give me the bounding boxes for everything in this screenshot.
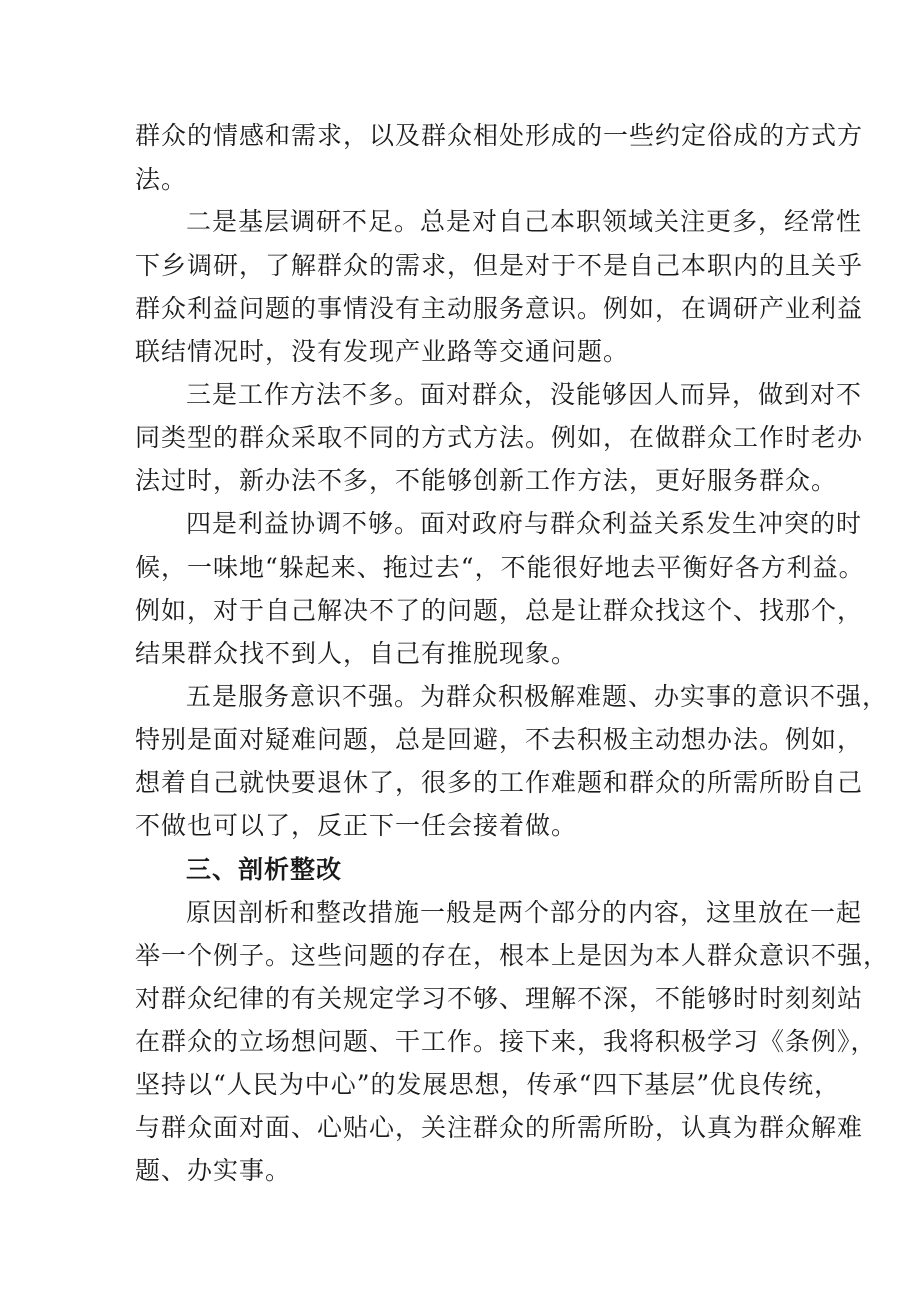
text-line: 联结情况时，没有发现产业路等交通问题。 <box>135 337 630 366</box>
text-line: 候，一味地“躲起来、拖过去“，不能很好地去平衡好各方利益。 <box>135 553 865 582</box>
text-line: 在群众的立场想问题、干工作。接下来，我将积极学习《条例》， <box>135 1027 877 1056</box>
text-line: 结果群众找不到人，自己有推脱现象。 <box>135 639 578 668</box>
text-line: 与群众面对面、心贴心，关注群众的所需所盼，认真为群众解难 <box>135 1113 864 1142</box>
text-line: 群众的情感和需求，以及群众相处形成的一些约定俗成的方式方 <box>135 121 864 150</box>
text-line: 举一个例子。这些问题的存在，根本上是因为本人群众意识不强， <box>135 941 890 970</box>
text-line: 同类型的群众采取不同的方式方法。例如，在做群众工作时老办 <box>135 423 864 452</box>
paragraph-start-line: 四是利益协调不够。面对政府与群众利益关系发生冲突的时 <box>186 509 863 538</box>
text-line: 对群众纪律的有关规定学习不够、理解不深，不能够时时刻刻站 <box>135 984 864 1013</box>
text-line: 群众利益问题的事情没有主动服务意识。例如，在调研产业利益 <box>135 294 864 323</box>
paragraph-start-line: 五是服务意识不强。为群众积极解难题、办实事的意识不强， <box>186 682 889 711</box>
paragraph-start-line: 三是工作方法不多。面对群众，没能够因人而异，做到对不 <box>186 380 863 409</box>
paragraph-start-line: 二是基层调研不足。总是对自己本职领域关注更多，经常性 <box>186 207 863 236</box>
text-line: 法过时，新办法不多，不能够创新工作方法，更好服务群众。 <box>135 466 838 495</box>
text-line: 法。 <box>135 165 188 194</box>
text-line: 想着自己就快要退休了，很多的工作难题和群众的所需所盼自己 <box>135 768 864 797</box>
text-line: 不做也可以了，反正下一任会接着做。 <box>135 811 578 840</box>
text-line: 特别是面对疑难问题，总是回避，不去积极主动想办法。例如， <box>135 725 864 754</box>
section-heading: 三、剖析整改 <box>186 855 343 884</box>
text-line: 题、办实事。 <box>135 1156 292 1185</box>
text-line: 坚持以“人民为中心”的发展思想，传承“四下基层”优良传统， <box>135 1070 841 1099</box>
text-line: 下乡调研，了解群众的需求，但是对于不是自己本职内的且关乎 <box>135 251 864 280</box>
paragraph-start-line: 原因剖析和整改措施一般是两个部分的内容，这里放在一起 <box>186 898 863 927</box>
text-line: 例如，对于自己解决不了的问题，总是让群众找这个、找那个， <box>135 596 864 625</box>
